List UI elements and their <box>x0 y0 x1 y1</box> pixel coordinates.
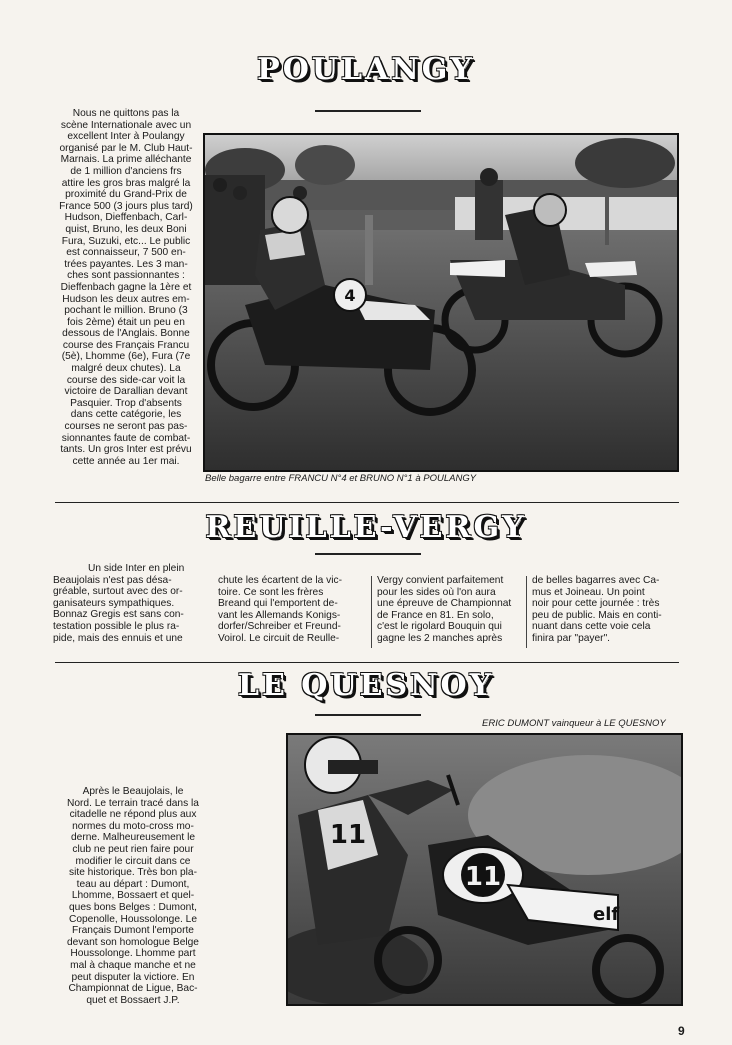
photo-caption-poulangy: Belle bagarre entre FRANCU N°4 et BRUNO N°1 à POULANGY <box>205 473 477 484</box>
article-text-poulangy: Nous ne quittons pas la scène Internationale avec un excellent Inter à Poulangy organisé par le M. Club Haut- Marnais. La prime alléchante de 1 million d'anciens frs attire les gros bras malgré la proximité du Grand-Prix de France 500 (3 jours plus tard) Hudson, Dieffenbach, Carl- quist, Bruno, les deux Boni Fura, Suzuki, etc... Le public est connaisseur, 7 500 en- trées payantes. Les 3 man- ches sont passionnantes : Dieffenbach gagne la 1ère et Hudson les deux autres em- pochant le million. Bruno (3 fois 2ème) était un peu en dessous de l'Anglais. Bonne course des Français Francu (5è), Lhomme (6e), Fura (7e malgré deux chutes). La course des side-car voit la victoire de Darallian devant Pasquier. Trop d'absents dans cette catégorie, les courses ne seront pas pas- sionnantes faute de combat- tants. Un gros Inter est prévu cette année au 1er mai. <box>59 108 193 467</box>
page-number: 9 <box>678 1024 685 1038</box>
rider-jersey-number: 11 <box>329 820 367 850</box>
motocross-race-illustration <box>205 135 677 470</box>
title-underline-le-quesnoy <box>315 714 421 716</box>
section-divider-2 <box>55 662 679 663</box>
section-title-poulangy: POULANGY <box>257 52 475 87</box>
sponsor-logo-text: elf <box>593 904 620 925</box>
photo-poulangy <box>203 133 679 472</box>
bike-plate-number: 11 <box>464 862 502 892</box>
article-text-reuille-col4: de belles bagarres avec Ca- mus et Joineau. Un point noir pour cette journée : très peu de public. Mais en conti- nuant dans cette voie cela finira par "payer". <box>532 575 662 644</box>
section-title-reuille-vergy: REUILLE-VERGY <box>205 510 527 545</box>
section-title-le-quesnoy: LE QUESNOY <box>237 668 495 703</box>
article-text-reuille-col3: Vergy convient parfaitement pour les sides où l'on aura une épreuve de Championnat de France en 81. En solo, c'est le rigolard Bouquin qui gagne les 2 manches après <box>377 575 512 644</box>
article-text-reuille-col1: Un side Inter en plein Beaujolais n'est pas désa- gréable, surtout avec des or- ganisateurs sympathiques. Bonnaz Gregis est sans con- testation possible le plus ra- pide, mais des ennuis et une <box>53 563 185 644</box>
article-text-reuille-col2: chute les écartent de la vic- toire. Ce sont les frères Breand qui l'emportent de- vant les Allemands Konigs- dorfer/Schreiber et Freund- Voirol. Le circuit de Reulle- <box>218 575 343 644</box>
column-divider-1 <box>371 576 372 648</box>
photo-le-quesnoy <box>286 733 683 1006</box>
column-divider-2 <box>526 576 527 648</box>
title-underline-reuille-vergy <box>315 553 421 555</box>
article-text-le-quesnoy: Après le Beaujolais, le Nord. Le terrain tracé dans la citadelle ne répond plus aux normes du moto-cross mo- derne. Malheureusement le club ne peut rien faire pour modifier le circuit dans ce site historique. Très bon pla- teau au départ : Dumont, Lhomme, Bossaert et quel- ques bons Belges : Dumont, Copenolle, Houssolonge. Le Français Dumont l'emporte devant son homologue Belge Houssolonge. Lhomme part mal à chaque manche et ne peut disputer la victiore. En Championnat de Ligue, Bac- quet et Bossaert J.P. <box>67 786 199 1006</box>
motocross-rider-illustration <box>288 735 681 1004</box>
section-divider-1 <box>55 502 679 503</box>
title-underline-poulangy <box>315 110 421 112</box>
photo-caption-le-quesnoy: ERIC DUMONT vainqueur à LE QUESNOY <box>482 718 666 729</box>
rider-number-left: 4 <box>344 286 356 305</box>
